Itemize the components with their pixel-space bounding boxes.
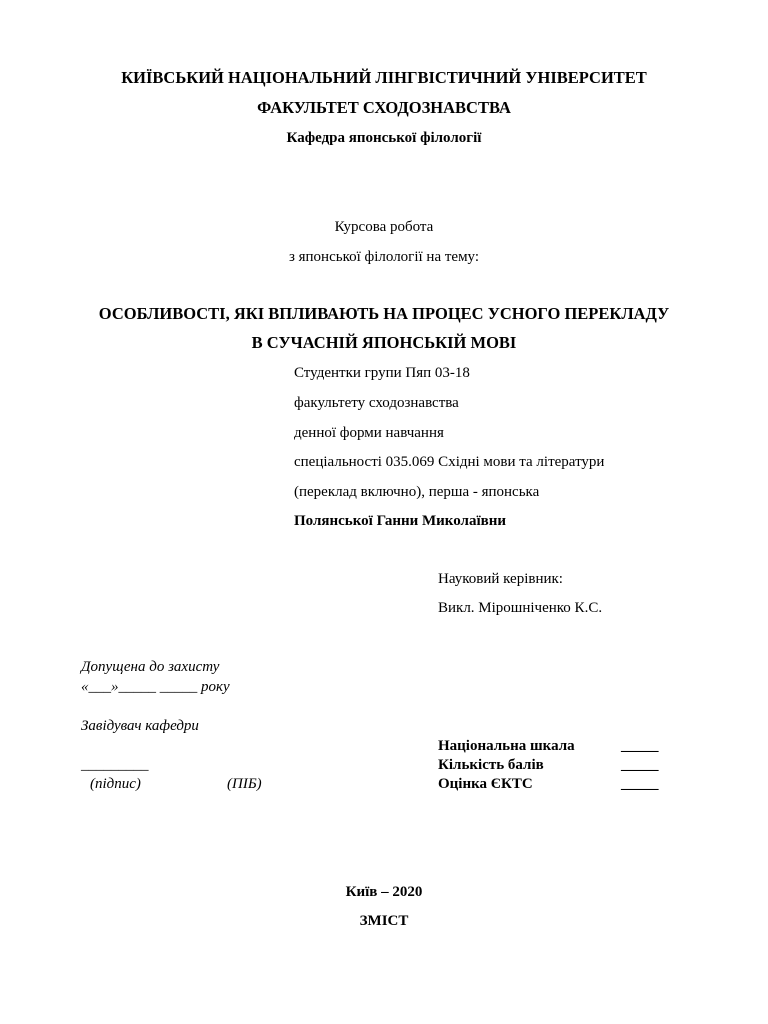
signature-line: _________	[81, 757, 149, 773]
work-subject: з японської філології на тему:	[288, 249, 480, 265]
student-specialty-cont: (переклад включно), перша - японська	[294, 484, 540, 500]
student-faculty: факультету сходознавства	[294, 395, 459, 411]
contents-heading: ЗМІСТ	[359, 913, 409, 929]
pib-label: (ПІБ)	[227, 776, 262, 792]
points-label: Кількість балів	[438, 757, 544, 773]
points-blank: _____	[621, 757, 659, 773]
ects-blank: _____	[621, 776, 659, 792]
work-type: Курсова робота	[334, 219, 434, 235]
student-study-form: денної форми навчання	[294, 425, 444, 441]
signature-label: (підпис)	[90, 776, 141, 792]
student-group: Студентки групи Пяп 03-18	[294, 365, 470, 381]
work-title-line2: В СУЧАСНІЙ ЯПОНСЬКІЙ МОВІ	[251, 333, 517, 352]
supervisor-name: Викл. Мірошніченко К.С.	[438, 600, 603, 616]
university-name: КИЇВСЬКИЙ НАЦІОНАЛЬНИЙ ЛІНГВІСТИЧНИЙ УНІВЕРСИТЕТ	[121, 68, 647, 87]
ects-label: Оцінка ЄКТС	[438, 776, 533, 792]
national-scale-blank: _____	[621, 738, 659, 754]
admission-date: «___»_____ _____ року	[81, 679, 230, 695]
admission-label: Допущена до захисту	[81, 659, 220, 675]
faculty-name: ФАКУЛЬТЕТ СХОДОЗНАВСТВА	[257, 98, 511, 117]
head-of-department-label: Завідувач кафедри	[81, 718, 199, 734]
supervisor-label: Науковий керівник:	[438, 571, 563, 587]
work-title-line1: ОСОБЛИВОСТІ, ЯКІ ВПЛИВАЮТЬ НА ПРОЦЕС УСНОГО ПЕРЕКЛАДУ	[98, 304, 670, 323]
student-name: Полянської Ганни Миколаївни	[294, 513, 507, 529]
city-year: Київ – 2020	[345, 884, 423, 900]
national-scale-label: Національна шкала	[438, 738, 575, 754]
student-specialty: спеціальності 035.069 Східні мови та літератури	[294, 454, 605, 470]
department-name: Кафедра японської філології	[286, 130, 482, 146]
